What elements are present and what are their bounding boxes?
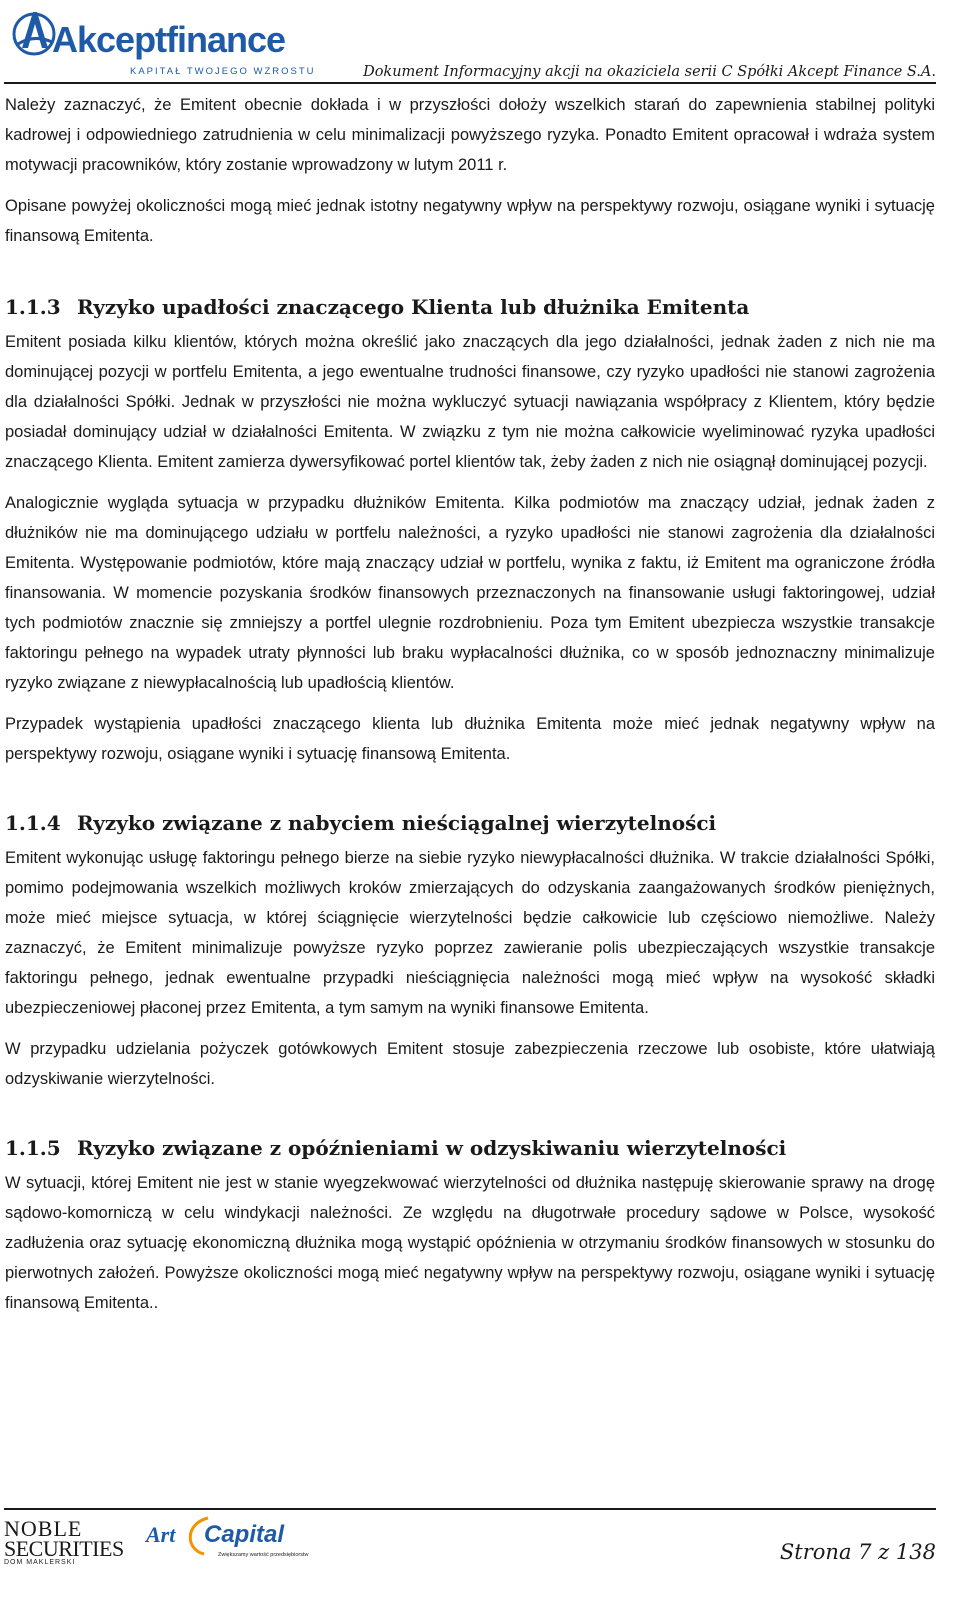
noble-securities-logo-graphic: [4, 1516, 130, 1604]
akcept-finance-logo-graphic: [12, 4, 316, 78]
akcept-finance-logo: [12, 4, 316, 78]
header-divider: [4, 82, 936, 84]
noble-logo-line2: SECURITIES: [4, 1536, 124, 1561]
intro-paragraph-1: Należy zaznaczyć, że Emitent obecnie dokłada i w przyszłości dołoży wszelkich starań do zapewnienia stabilnej polityki kadrowej i odpowiedniego zatrudnienia w celu minimalizacji powyższego ryzyka. Ponadto Emitent opracował i wdraża system motywacji pracowników, który zostanie wprowadzony w lutym 2011 r.: [5, 96, 935, 174]
logo-wordmark: Akceptfinance: [52, 19, 286, 60]
section-paragraph: Emitent posiada kilku klientów, których można określić jako znaczących dla jego działalności, jednak żaden z nich nie ma dominującej pozycji w portfelu Emitenta, a jego ewentualne trudności finansowe, czy ryzyko upadłości nie stanowi zagrożenia dla działalności Spółki. Jednak w przyszłości nie można wykluczyć sytuacji nawiązania współpracy z Klientem, który będzie posiadał dominujący udział w działalności Emitenta. W związku z tym nie można całkowicie wyeliminować ryzyka upadłości znaczącego Klienta. Emitent zamierza dywersyfikować portel klientów tak, żeby żaden z nich nie osiągnął dominującej pozycji.: [5, 333, 935, 471]
capital-logo-tagline: Zwiększamy wartość przedsiębiorstw: [218, 1552, 309, 1558]
section-heading-1-1-5: [5, 1134, 935, 1162]
section-title: Ryzyko upadłości znaczącego Klienta lub dłużnika Emitenta: [77, 295, 750, 319]
noble-logo-line1: NOBLE: [4, 1516, 83, 1541]
logo-tagline: KAPITAŁ TWOJEGO WZROSTU: [130, 66, 316, 77]
document-title: Dokument Informacyjny akcji na okaziciela serii C Spółki Akcept Finance S.A.: [363, 64, 936, 80]
section-heading-1-1-4: [5, 809, 935, 837]
footer-divider: [4, 1508, 936, 1510]
document-body: [5, 90, 935, 1318]
section-title: Ryzyko związane z opóźnieniami w odzyskiwaniu wierzytelności: [77, 1136, 787, 1160]
intro-paragraph-2: Opisane powyżej okoliczności mogą mieć jednak istotny negatywny wpływ na perspektywy rozwoju, osiągane wyniki i sytuację finansową Emitenta.: [5, 197, 935, 245]
section-paragraph: Analogicznie wygląda sytuacja w przypadku dłużników Emitenta. Kilka podmiotów ma znaczący udział, jednak żaden z dłużników nie ma dominującego udziału w portfelu należności, a ryzyko upadłości nie stanowi zagrożenia dla działalności Emitenta. Występowanie podmiotów, które mają znaczący udział w portfelu, wynika z faktu, iż Emitent ma ograniczone źródła finansowania. W momencie pozyskania środków finansowych przeznaczonych na finansowanie usługi faktoringowej, udział tych podmiotów znacznie się zmniejszy a portfel ulegnie rozdrobnieniu. Poza tym Emitent ubezpiecza wszystkie transakcje faktoringu pełnego na wypadek utraty płynności lub braku wypłacalności dłużnika, co w sposób jednoznaczny minimalizuje ryzyko związane z niewypłacalnością lub upadłością klientów.: [5, 494, 935, 692]
noble-logo-line3: DOM MAKLERSKI: [4, 1559, 76, 1566]
page-number: Strona 7 z 138: [779, 1540, 936, 1564]
section-title: Ryzyko związane z nabyciem nieściągalnej wierzytelności: [77, 811, 717, 835]
art-capital-logo-graphic: [146, 1510, 309, 1566]
page-header: [0, 0, 960, 88]
section-paragraph: Przypadek wystąpienia upadłości znaczącego klienta lub dłużnika Emitenta może mieć jednak negatywny wpływ na perspektywy rozwoju, osiągane wyniki i sytuację finansową Emitenta.: [5, 715, 935, 763]
art-logo-text: Art: [146, 1522, 176, 1547]
section-number: 1.1.4: [5, 811, 61, 835]
section-number: 1.1.5: [5, 1136, 61, 1160]
art-capital-logo: [146, 1510, 309, 1566]
section-paragraph: W sytuacji, której Emitent nie jest w stanie wyegzekwować wierzytelności od dłużnika następuję skierowanie sprawy na drogę sądowo-komorniczą w celu windykacji należności. Ze względu na długotrwałe procedury sądowe w Polsce, wysokość zadłużenia oraz sytuację ekonomiczną dłużnika mogą wystąpić opóźnienia w otrzymaniu środków finansowych w stosunku do pierwotnych założeń. Powyższe okoliczności mogą mieć negatywny wpływ na perspektywy rozwoju, osiągane wyniki i sytuację finansową Emitenta..: [5, 1174, 935, 1312]
section-heading-1-1-3: [5, 293, 935, 321]
capital-logo-text: Capital: [204, 1521, 285, 1548]
section-paragraph: W przypadku udzielania pożyczek gotówkowych Emitent stosuje zabezpieczenia rzeczowe lub osobiste, które ułatwiają odzyskiwanie wierzytelności.: [5, 1040, 935, 1088]
section-paragraph: Emitent wykonując usługę faktoringu pełnego bierze na siebie ryzyko niewypłacalności dłużnika. W trakcie działalności Spółki, pomimo podejmowania wszelkich możliwych kroków zmierzających do odzyskania zaangażowanych środków pieniężnych, może mieć miejsce sytuacja, w której ściągnięcie wierzytelności będzie całkowicie lub częściowo niemożliwe. Należy zaznaczyć, że Emitent minimalizuje powyższe ryzyko poprzez zawieranie polis ubezpieczających wszystkie transakcje faktoringu pełnego, jednak ewentualne przypadki nieściągnięcia należności mogą mieć wpływ na wysokość składki ubezpieczeniowej płaconej przez Emitenta, a tym samym na wyniki finansowe Emitenta.: [5, 849, 935, 1017]
section-number: 1.1.3: [5, 295, 61, 319]
noble-securities-logo: [4, 1516, 130, 1604]
